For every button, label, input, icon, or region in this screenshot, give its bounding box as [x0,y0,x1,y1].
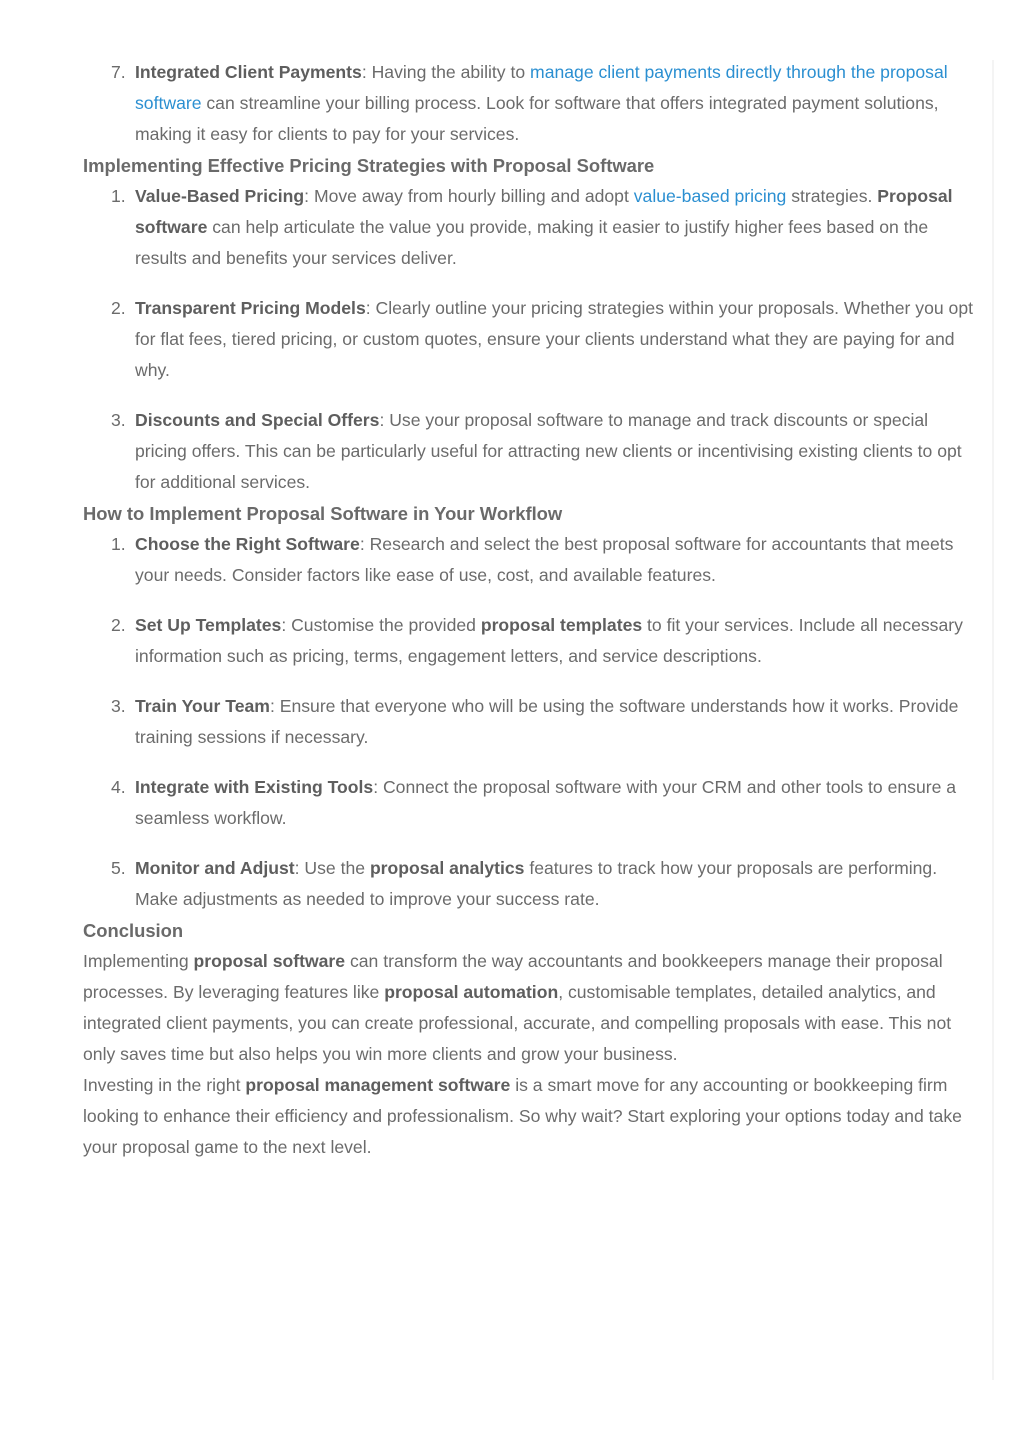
item-text: : Connect the proposal software with your CRM and other tools to ensure a seamless workflow. [135,777,957,828]
article-body [83,57,973,1163]
item-text: : Move away from hourly billing and adopt [304,186,634,206]
item-text: : Use the [294,858,370,878]
list-number: 3. [111,410,126,430]
list-item [83,181,973,274]
workflow-list [83,529,973,915]
item-text: : Having the ability to [361,62,531,82]
payments-link[interactable]: manage client payments directly through the proposal software [135,62,948,113]
item-title: Integrated Client Payments [135,62,362,82]
closing-paragraph [83,1070,973,1163]
list-number: 5. [111,858,126,878]
pricing-list [83,181,973,498]
paragraph-bold: proposal automation [384,982,559,1002]
section-heading-conclusion: Conclusion [83,920,184,941]
paragraph-bold: proposal management software [245,1075,511,1095]
paragraph-text: can transform the way accountants and bookkeepers manage their proposal processes. By leveraging features like [83,951,943,1002]
list-number: 3. [111,696,126,716]
item-title: Value-Based Pricing [135,186,305,206]
list-item [83,853,973,915]
item-title: Train Your Team [135,696,270,716]
item-bold: Proposal software [135,186,953,237]
item-title: Choose the Right Software [135,534,360,554]
conclusion-paragraph [83,946,973,1070]
item-bold: proposal analytics [369,858,525,878]
item-text: can streamline your billing process. Look for software that offers integrated payment solutions, making it easy for clients to pay for your services. [135,93,939,144]
item-text: : Clearly outline your pricing strategies within your proposals. Whether you opt for flat fees, tiered pricing, or custom quotes, ensure your clients understand what they are paying for and why. [135,298,974,380]
list-number: 2. [111,615,126,635]
item-bold: proposal templates [480,615,643,635]
list-number: 1. [111,534,126,554]
item-title: Discounts and Special Offers [135,410,380,430]
item-text: strategies. [786,186,878,206]
list-item [83,293,973,386]
list-item [83,405,973,498]
item-text: features to track how your proposals are performing. Make adjustments as needed to improve your success rate. [135,858,938,909]
item-text: to fit your services. Include all necessary information such as pricing, terms, engagement letters, and service descriptions. [135,615,963,666]
item-title: Integrate with Existing Tools [135,777,374,797]
item-title: Transparent Pricing Models [135,298,366,318]
list-item [83,691,973,753]
list-number: 7. [111,62,126,82]
list-item [83,57,973,150]
page-edge-shadow [992,60,994,1380]
item-text: : Customise the provided [281,615,481,635]
list-item [83,529,973,591]
section-heading-pricing: Implementing Effective Pricing Strategies with Proposal Software [83,155,655,176]
item-title: Set Up Templates [135,615,282,635]
list-number: 4. [111,777,126,797]
paragraph-text: is a smart move for any accounting or bookkeeping firm looking to enhance their efficiency and professionalism. So why wait? Start exploring your options today and take your proposal game to the next level. [83,1075,962,1157]
paragraph-text: Investing in the right [83,1075,246,1095]
item-text: can help articulate the value you provide, making it easier to justify higher fees based on the results and benefits your services deliver. [135,217,929,268]
value-based-pricing-link[interactable]: value-based pricing [633,186,787,206]
item-text: : Use your proposal software to manage and track discounts or special pricing offers. This can be particularly useful for attracting new clients or incentivising existing clients to opt for additional services. [135,410,962,492]
paragraph-text: Implementing [83,951,194,971]
list-item [83,772,973,834]
features-list-continued [83,57,973,150]
paragraph-bold: proposal software [193,951,346,971]
section-heading-workflow: How to Implement Proposal Software in Your Workflow [83,503,563,524]
list-number: 2. [111,298,126,318]
list-item [83,610,973,672]
item-text: : Research and select the best proposal software for accountants that meets your needs. Consider factors like ease of use, cost, and available features. [135,534,954,585]
list-number: 1. [111,186,126,206]
paragraph-text: , customisable templates, detailed analytics, and integrated client payments, you can create professional, accurate, and compelling proposals with ease. This not only saves time but also helps you win more clients and grow your business. [83,982,952,1064]
item-text: : Ensure that everyone who will be using the software understands how it works. Provide training sessions if necessary. [135,696,959,747]
item-title: Monitor and Adjust [135,858,295,878]
